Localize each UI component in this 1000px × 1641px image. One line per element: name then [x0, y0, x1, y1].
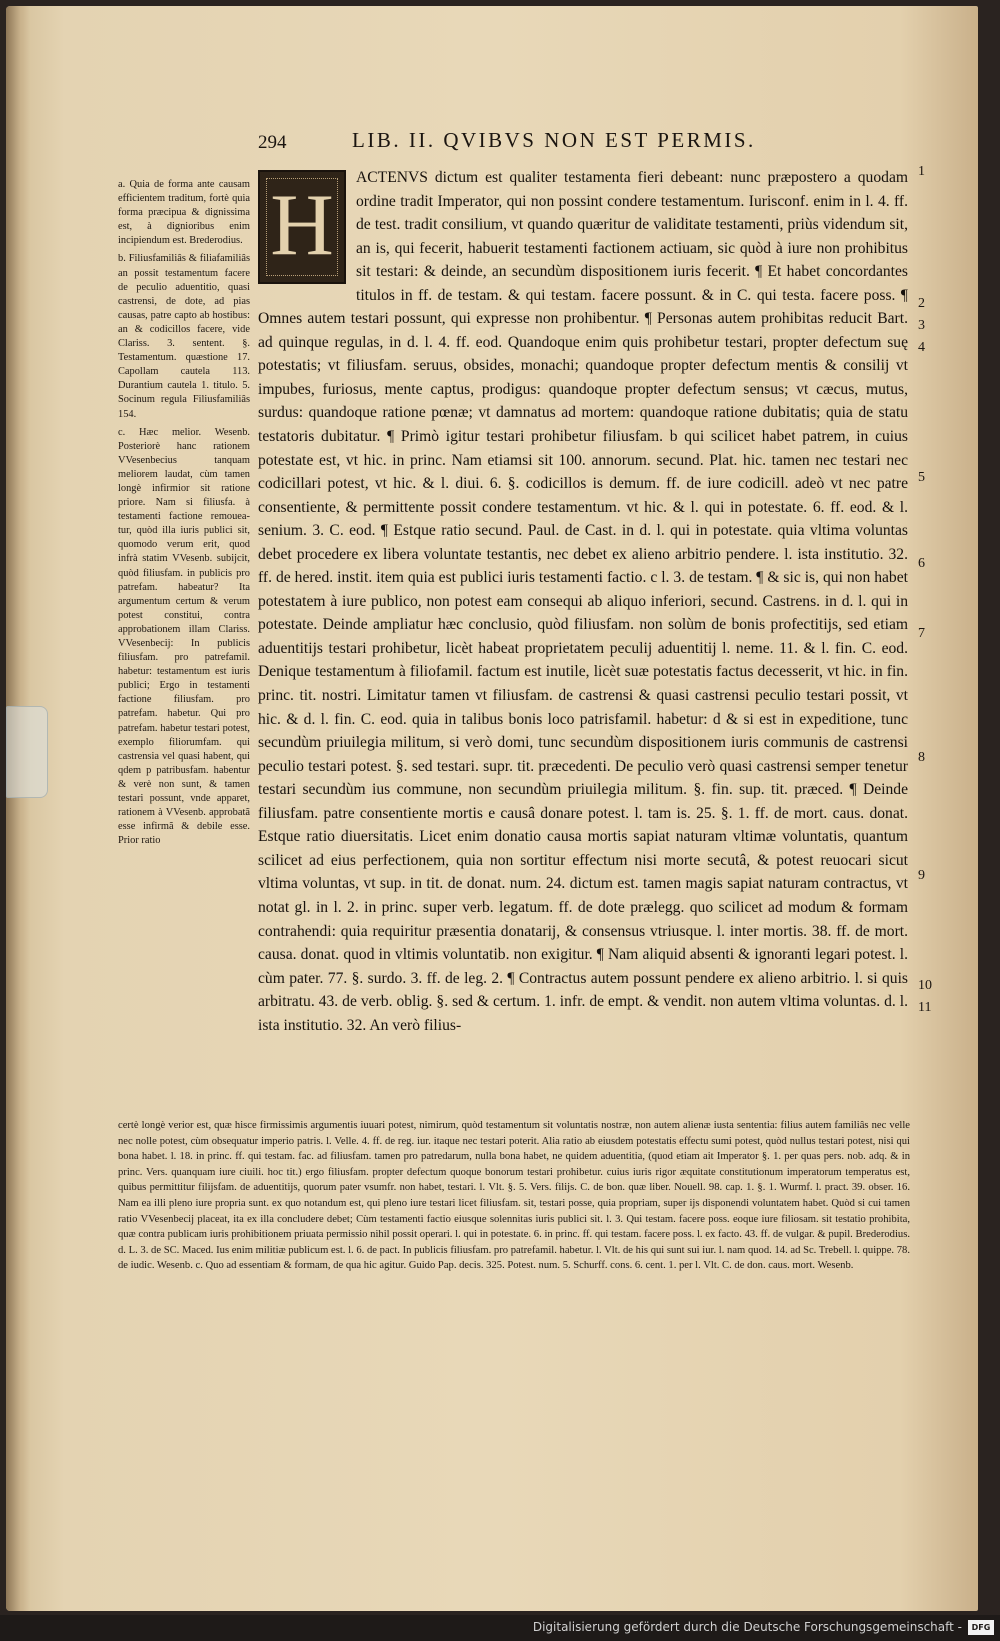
line-number: 10 [918, 978, 932, 993]
line-number: 8 [918, 750, 925, 765]
main-paragraph: ACTENVS dictum est qualiter testamenta fieri debeant: nunc præpostero a quodam ordine tradit Imperator, qui non possint condere testamentum. Iurisconf. enim in l. 4. ff. de test. tradit consilium, vt quando quæritur de validitate testamenti, priùs videndum sit, an is, qui fecerit, habuerit testamenti factionem actiuam, sic quòd à iure non prohibitus sit testari: & deinde, an secundùm dispositionem iuris fecerit. ¶ Et habet concordantes titulos in ff. de testam. & qui testam. facere possunt. & in C. qui testa. facere poss. ¶ Omnes autem testari possunt, qui expresse non prohibentur. ¶ Personas autem prohibitas reducit Bart. ad quinque regulas, in d. l. 4. ff. eod. Quandoque enim quis prohibetur testari, propter defectum suę potestatis; vt filiusfam. seruus, obsides, monachi; quandoque propter defectum mentis & consilij vt impubes, furiosus, mente captus, prodigus: quandoque propter defectum sensus; vt cæcus, mutus, surdus: quandoque ratione pœnæ; vt damnatus ad mortem: quandoque ratione dubitatis; quia de statu testatoris dubitatur. ¶ Primò igitur testari prohibetur filiusfam. b qui scilicet habet patrem, in cuius potestate est, vt hic. in princ. Nam etiamsi sit 100. annorum. secund. Plat. hic. tamen nec testari nec codicillari potest, vt hic. & l. diui. 6. §. codicillos is demum. ff. de iure codicill. adeò vt nec patre consentiente, & permittente possit condere testamentum. vt hic. & l. qui in potestate. 6. ff. eod. & l. senium. 3. C. eod. ¶ Estque ratio secund. Paul. de Cast. in d. l. qui in potestate. quia vltima voluntas debet procedere ex libera voluntate testantis, nec debet ex alieno arbitrio pendere. l. ista institutio. 32. ff. de hered. instit. item quia est publici iuris testamenti factio. c l. 3. de testam. ¶ & sic is, qui non habet potestatem à iure publico, non potest eam consequi ab aliquo inferiori, secund. Castrens. in d. l. qui in potestate. Deinde ampliatur hæc conclusio, quòd filiusfam. non solùm de bonis profectitijs, sed etiam aduentitijs testari prohibetur, licèt habeat proprietatem peculij aduentitij l. neme. 11. & l. fin. C. eod. Denique testamentum à filiofamil. factum est inutile, licèt suæ potestatis factus decesserit, vt hic. in fin. princ. tit. nostri. Limitatur tamen vt filiusfam. de castrensi & quasi castrensi peculio testari possit, vt hic. & d. l. fin. C. eod. quia in talibus bonis loco patrisfamil. habetur: d & si est in expeditione, tunc secundùm priuilegia militum, si verò domi, tunc secundùm dispositionem iuris communis de castrensi peculio testari potest. §. sed testari. supr. tit. præcedenti. De peculio verò quasi castrensi semper tenetur testari secundùm ius commune, non secundùm priuilegia militum. §. fin. sup. tit. præced. ¶ Deinde filiusfam. patre consentiente mortis e causâ donare potest. l. tam is. 25. §. 1. ff. de mort. caus. donat. Estque ratio diuersitatis. Licet enim donatio causa mortis sapiat naturam vltimæ voluntatis, quantum scilicet ad eius perfectionem, quia non sortitur effectum nisi morte secutâ, & potest reuocari sicut vltima voluntas, vt sup. in tit. de donat. num. 24. dictum est. tamen magis sapiat naturam contractus, vt notat gl. in l. 2. in princ. super verb. legatum. ff. de dote prælegg. quo scilicet ad modum & formam contrahendi: quia requiritur præsentia donatarij, & consensus vtriusque. l. inter mortis. 38. ff. de mort. causa. donat. quod in vltimis voluntatib. non exigitur. ¶ Nam aliquid absenti & ignoranti legari potest. l. cùm pater. 77. §. surdo. 3. ff. de leg. 2. ¶ Contractus autem possunt pendere ex alieno arbitrio. l. si quis arbitratu. 43. de verb. oblig. §. sed & certum. 1. infr. de empt. & vendit. non autem vltima voluntas. d. l. ista institutio. 32. An verò filius- [258, 169, 908, 1034]
page-clip [6, 706, 48, 798]
decorated-initial [258, 170, 346, 284]
line-number: 9 [918, 868, 925, 883]
running-title: LIB. II. QVIBVS NON EST PERMIS. [352, 128, 756, 152]
bottom-notes-text: certè longè verior est, quæ hisce firmissimis argumentis iuuari potest, nimirum, quòd testamentum sit voluntatis nostræ, non autem alienæ iusta sententia: filius autem familiâs nec velle nec nolle potest, cùm obsequatur imperio patris. l. Velle. 4. ff. de reg. iur. itaque nec testari poterit. Alia ratio ab eiusdem potestatis effectu sumi potest, quòd nullus testari potest, nisi qui bona habet. l. 18. in princ. ff. qui testam. fac. ad filiusfam. tamen pro patredarum, nulla bona habet, ne quidem aduentitia, (quod etiam ait Imperator §. 1. per quas pers. nob. adq. & in princ. Vers. quanquam iure ciuili. hoc tit.) ergo filiusfam. propter defectum quoque bonorum testari prohibetur. cuius iuris rigor æquitate constitutionum imperatorum temperatus est, quibus permittitur filijsfam. de aduentitijs, quorum pater vsumfr. non habet, testari. l. Vlt. §. 5. Vers. filijs. C. de bon. quæ liber. Nouell. 98. cap. 1. §. 1. Wurmf. l. pract. 39. obser. 16. Nam ea illi pleno iure propria sunt. ex quo notandum est, qui pleno iure testari licet filiusfam. sit, testari posse, quia propriam, super ijs disponendi voluntatem habet. Quòd si cui tamen ratio VVesenbecij placeat, ita ex illa concludere debet; Cùm testamenti factio eiusque solennitas iuris publici sit. l. 3. Qui testam. facere poss. eoque iure filiosam. sit testatio prohibita, quæ contra publicam iuris prohibitionem priuata permissio nihil possit operari. l. qui in potestate. 6. in princ. ff. qui testam. facere poss. l. ex facto. 43. ff. de vulgar. & pupil. Brederodius. d. L. 3. de SC. Maced. Ius enim militiæ publicum est. l. 6. de pact. In publicis filiusfam. pro patrefamil. habetur. l. Vlt. de his qui sunt sui iur. l. nam quod. 14. ad Sc. Trebell. l. quippe. 78. de iudic. Wesenb. c. Quo ad essentiam & formam, de qua hic agitur. Guido Pap. decis. 325. Potest. num. 5. Schurff. cons. 6. cent. 1. per l. Vlt. C. de don. caus. mort. Wesenb. [118, 1120, 910, 1272]
digitization-footer [0, 1615, 1000, 1641]
line-number: 1 [918, 164, 925, 179]
line-number: 4 [918, 340, 925, 355]
line-number: 5 [918, 470, 925, 485]
drop-cap-letter: H [270, 177, 334, 274]
page-number: 294 [258, 132, 287, 153]
line-number: 3 [918, 318, 925, 333]
margin-note-a: a. Quia de forma ante causam efficientem traditum, fortè quia forma præcipua & dignissima est, à dignioribus enim incipiendum est. Brederodius. [118, 179, 250, 247]
dfg-logo-icon: DFG [968, 1620, 994, 1635]
line-number: 11 [918, 1000, 932, 1015]
margin-note-c: c. Hæc melior. Wesenb. Posteriorè hanc rationem VVesenbecius tanquam meliorem laudat, cùm tamen longè infirmior sit ratione priore. Nam si filiusfa. à testamenti factione remouea-tur, quòd illa iuris publici sit, quomodo verum erit, quod infrà statim VVesenb. subijcit, quòd filiusfam. in publicis pro patrefam. habeatur? Ita argumentum certum & verum potest constitui, contra approbationem illam Clariss. VVesenbecij: In publicis filiusfam. pro patrefamil. habetur: testamentum est iuris publici; Ergo in testamenti factione filiusfam. pro patrefam. habetur. Qui pro patrefam. habetur testari potest, exemplo filiorumfam. qui castrensia vel quasi habent, qui qdem p patribusfam. habentur & verè non sunt, & tamen testari possunt, vnde apparet, rationem à VVesenb. approbatã esse infirmã & debile esse. Prior ratio [118, 426, 250, 847]
book-page [6, 6, 978, 1611]
margin-note-b: b. Filiusfamiliâs & filiafamiliâs an possit testamentum facere de peculio aduentitio, quasi castrensi, de dote, ad pias causas, patre capto ab hostibus: an & codicillos facere, vide Clariss. 3. sentent. §. Testamentum. quæstione 17. Capollam cautela 113. Durantium cautela 1. titulo. 5. Socinum regula Filiusfamiliâs 154. [118, 253, 250, 420]
running-head [258, 128, 870, 160]
margin-notes [118, 178, 250, 852]
main-text-column [258, 166, 908, 1037]
line-number: 6 [918, 556, 925, 571]
footer-credit: Digitalisierung gefördert durch die Deutsche Forschungsgemeinschaft - [532, 1620, 962, 1634]
line-number: 7 [918, 626, 925, 641]
line-number: 2 [918, 296, 925, 311]
bottom-notes [118, 1118, 910, 1274]
